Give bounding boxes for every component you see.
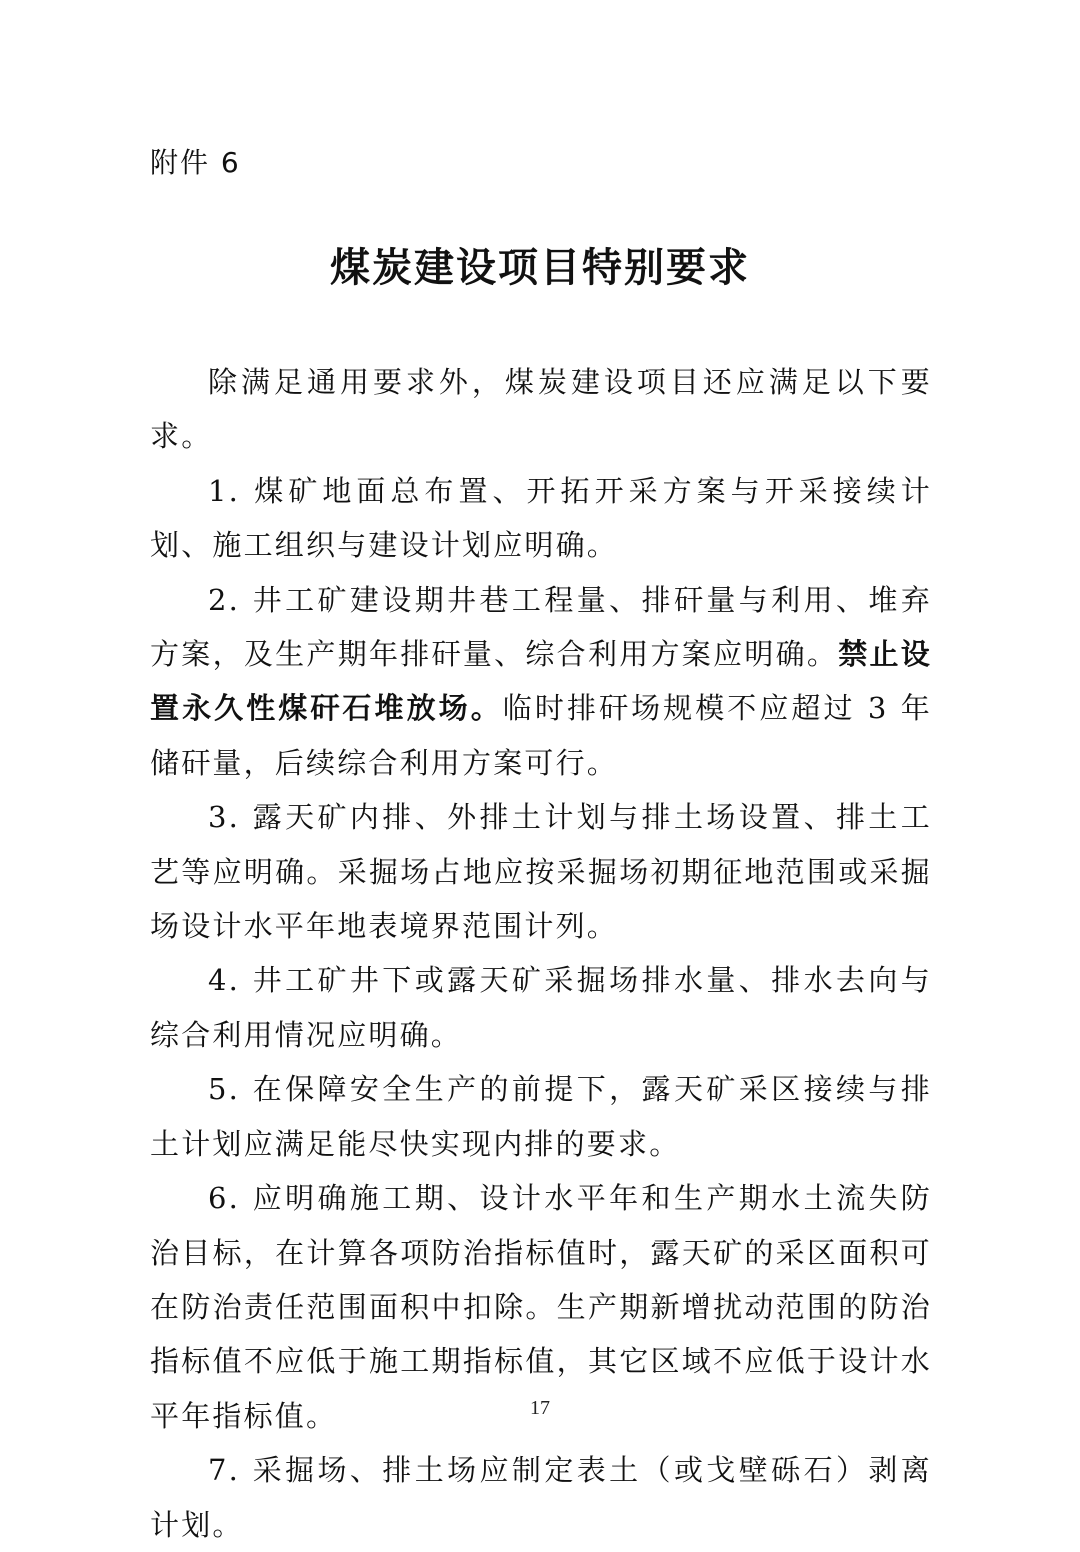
paragraph-5: 5. 在保障安全生产的前提下，露天矿采区接续与排土计划应满足能尽快实现内排的要求。 [150, 1072, 932, 1161]
paragraph-1: 1. 煤矿地面总布置、开拓开采方案与开采接续计划、施工组织与建设计划应明确。 [150, 473, 932, 563]
paragraph-2-bold-text: 禁止设置永久性煤矸石堆放场。 [150, 637, 933, 726]
page-number: 17 [530, 1397, 550, 1419]
paragraph-7: 7. 采掘场、排土场应制定表土（或戈壁砾石）剥离计划。 [150, 1453, 932, 1542]
attachment-label: 附件 6 [150, 146, 241, 179]
paragraph-2-text-b: 临时排矸场规模不应超过 3 年储矸量，后续综合利用方案可行。 [150, 691, 933, 780]
paragraph-6: 6. 应明确施工期、设计水平年和生产期水土流失防治目标，在计算各项防治指标值时，露天矿的采区面积可在防治责任范围面积中扣除。生产期新增扰动范围的防治指标值不应低于施工期指标值，其它区域不应低于设计水平年指标值。 [150, 1181, 932, 1433]
document-body [150, 355, 932, 1552]
paragraph-4: 4. 井工矿井下或露天矿采掘场排水量、排水去向与综合利用情况应明确。 [150, 963, 932, 1052]
paragraph-2 [150, 573, 932, 791]
paragraph-3: 3. 露天矿内排、外排土计划与排土场设置、排土工艺等应明确。采掘场占地应按采掘场初期征地范围或采掘场设计水平年地表境界范围计列。 [150, 800, 932, 944]
document-title: 煤炭建设项目特别要求 [330, 245, 750, 291]
paragraph-2-text-a: 2. 井工矿建设期井巷工程量、排矸量与利用、堆弃方案，及生产期年排矸量、综合利用方案应明确。 [150, 582, 932, 672]
paragraph-intro: 除满足通用要求外，煤炭建设项目还应满足以下要求。 [150, 365, 932, 454]
